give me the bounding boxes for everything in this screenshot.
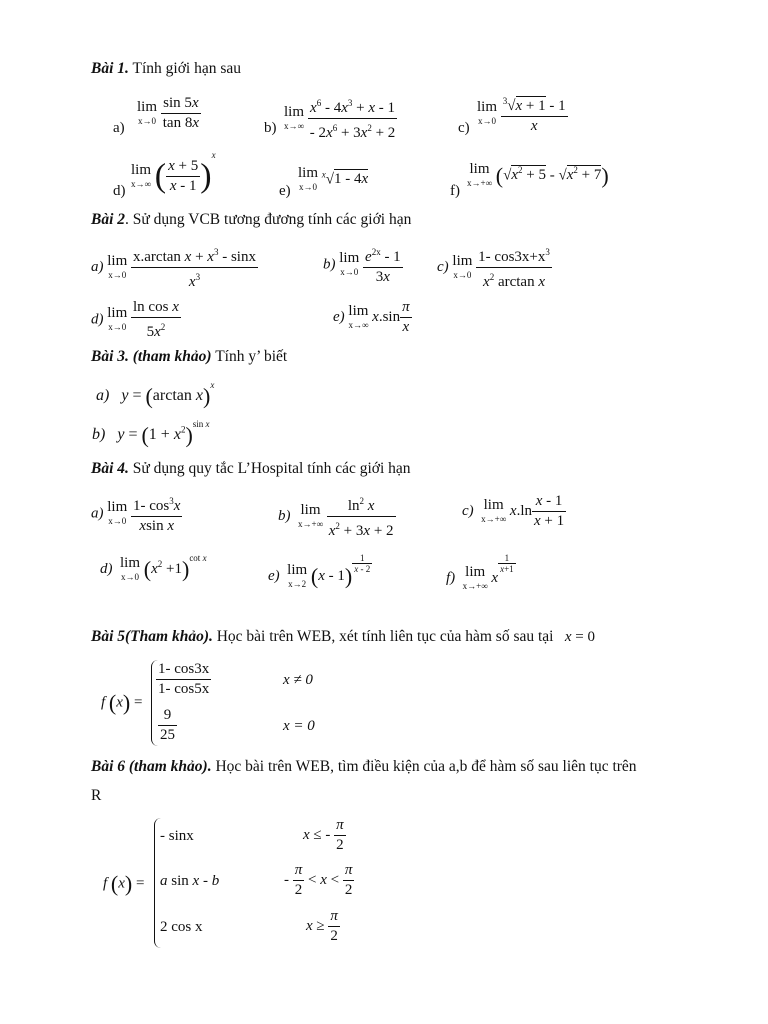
problem-1e-formula: lim x→0 $^x$√1 - 4x xyxy=(298,165,369,192)
problem-3b-label: b) xyxy=(92,426,106,443)
problem-3a-formula: a) y = (arctan x)$^x$ xyxy=(96,380,215,409)
problem-1c-label: c) xyxy=(458,120,470,136)
problem-5-cond2: x = 0 xyxy=(283,718,315,734)
problem-2c-label: c) xyxy=(437,258,449,275)
problem-5-text: Học bài trên WEB, xét tính liên tục của hàm số sau tại xyxy=(216,628,554,645)
problem-3a-label: a) xyxy=(96,387,110,404)
problem-1f-formula: lim x→+∞ $(√x^2 + 5 - √x^2 + 7)$ xyxy=(467,161,609,188)
problem-6-case1: - sinx xyxy=(160,828,194,844)
problem-1a-label: a) xyxy=(113,120,125,136)
problem-4-heading xyxy=(91,460,411,478)
problem-2d-formula: d) lim x→0 $\frac{\text{ln cos x}}{5x^2}$ xyxy=(91,299,179,340)
problem-6-text: Học bài trên WEB, tìm điều kiện của a,b để hàm số sau liên tục trên xyxy=(215,758,637,775)
problem-1-heading xyxy=(91,60,241,78)
problem-2d-label: d) xyxy=(91,311,104,328)
problem-5-heading: Bài 5(Tham khảo). Học bài trên WEB, xét tính liên tục của hàm số sau tại x = 0 xyxy=(91,628,595,645)
problem-1d-label: d) xyxy=(113,183,126,199)
problem-4d-label: d) xyxy=(100,561,113,577)
problem-4e-formula: e) lim x→2 (x - 1) $\frac{1}{x - 2}$ xyxy=(268,553,371,589)
problem-2-text: . Sử dụng VCB tương đương tính các giới hạn xyxy=(125,211,412,228)
problem-4b-label: b) xyxy=(278,507,291,524)
problem-4e-label: e) xyxy=(268,568,280,584)
problem-6-title: Bài 6 (tham khảo). xyxy=(91,758,212,775)
problem-2b-formula: b) lim x→0 $\frac{e^{2x} - 1}{3x}$ xyxy=(323,243,403,287)
problem-1a-formula: lim x→0 $\frac{\sin 5x}{\tan 8x}$ xyxy=(137,95,200,131)
problem-5-cond1: x ≠ 0 xyxy=(283,672,313,688)
problem-4a-formula: a) lim x→0 $\frac{1- \cos^3x}{\text{xsin x}}$ xyxy=(91,492,182,536)
problem-2a-formula: a) lim x→0 $\frac{x.\arctan x + x^3 - \sin x}{x^3}$ xyxy=(91,243,258,292)
problem-5-title: Bài 5(Tham khảo). xyxy=(91,628,213,645)
problem-6-fx: f (x) = xyxy=(103,871,145,896)
problem-4-text: Sử dụng quy tắc L’Hospital tính các giới hạn xyxy=(132,460,411,477)
problem-6-heading xyxy=(91,758,637,776)
problem-3-text: Tính y’ biết xyxy=(215,348,288,365)
problem-1f-label: f) xyxy=(450,183,460,199)
problem-4c-formula: c) lim x→+∞ x.ln $\frac{x - 1}{x + 1}$ xyxy=(462,493,565,529)
problem-2b-label: b) xyxy=(323,256,336,273)
problem-3b-formula: b) $y = (1 + x^2)^{sin x}$ xyxy=(92,419,210,448)
problem-1-text: Tính giới hạn sau xyxy=(132,60,242,77)
problem-2-title: Bài 2 xyxy=(91,211,126,228)
problem-2e-label: e) xyxy=(333,308,345,325)
problem-4a-label: a) xyxy=(91,505,104,522)
problem-3-title: Bài 3. (tham khảo) xyxy=(91,348,212,365)
problem-4f-label: f) xyxy=(446,570,456,586)
problem-6-cond3: x ≥ $\frac{\pi}{2}$ xyxy=(306,908,338,944)
problem-1c-formula: lim x→0 $\frac{^3√x + 1 - 1}{x}$ xyxy=(477,92,568,136)
problem-5-case2: $\frac{9}{25}$ xyxy=(160,707,175,743)
problem-5-case1: $\frac{1- \cos 3x}{1- \cos 5x}$ xyxy=(158,661,210,697)
problem-2-heading xyxy=(91,211,411,229)
problem-4f-formula: f) lim x→+∞ x $\frac{1}{x+1}$ xyxy=(446,553,514,591)
problem-1e-label: e) xyxy=(279,183,291,199)
problem-1-title: Bài 1. xyxy=(91,60,129,77)
problem-2a-label: a) xyxy=(91,258,104,275)
problem-1d-formula: lim x→∞ ( $\frac{x + 5}{x - 1}$ )$^x$ xyxy=(131,150,216,195)
problem-6-text2: R xyxy=(91,787,102,804)
problem-4d-formula: d) lim x→0 $(x^2 +1)^{cot x}$ xyxy=(100,553,207,582)
problem-6-cond1: x ≤ - $\frac{\pi}{2}$ xyxy=(303,817,344,853)
problem-2c-formula: c) lim x→0 $\frac{1- \cos 3x+x^3}{x^2 \arctan x}$ xyxy=(437,243,552,292)
problem-1b-label: b) xyxy=(264,120,277,136)
problem-5-fx: f (x) = xyxy=(101,690,143,715)
problem-6-cond2: - $\frac{\pi}{2}$ < x < $\frac{\pi}{2}$ xyxy=(284,862,353,898)
problem-2e-formula: e) lim x→∞ x.sin $\frac{\pi}{x}$ xyxy=(333,299,410,335)
problem-3-heading xyxy=(91,348,287,366)
problem-6-case3: 2 cos x xyxy=(160,919,203,935)
problem-4-title: Bài 4. xyxy=(91,460,129,477)
problem-4b-formula: b) lim x→+∞ $\frac{\ln^2 x}{x^2 + 3x + 2}$ xyxy=(278,492,396,541)
problem-4c-label: c) xyxy=(462,502,474,519)
problem-1b-formula: lim x→∞ $\frac{x^6 - 4x^3 + x - 1}{- 2x^6 + 3x^2 + 2}$ xyxy=(284,94,397,143)
problem-6-case2: a sin x - b xyxy=(160,873,220,889)
